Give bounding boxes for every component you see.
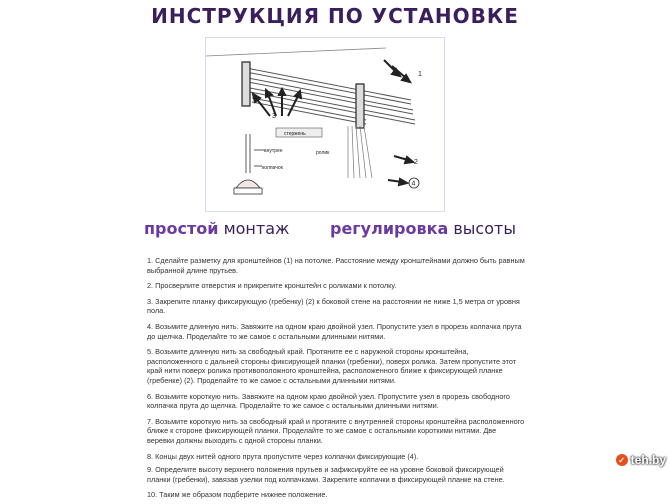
- step-1: 1. Сделайте разметку для кронштейнов (1) на потолке. Расстояние между кронштейнами должно быть равным выбранной длине прутьев.: [147, 256, 525, 275]
- watermark-logo-icon: ✓: [616, 454, 628, 466]
- label-4: 4: [411, 180, 416, 188]
- feature-simple-mount: [144, 219, 289, 238]
- feature-simple-reg: монтаж: [223, 219, 290, 238]
- step-2: 2. Просверлите отверстия и прикрепите кронштейн с роликами к потолку.: [147, 281, 397, 291]
- ropes: [348, 126, 372, 178]
- label-kolpachok: колпачок: [262, 165, 283, 171]
- label-1: 1: [418, 71, 422, 78]
- ceiling-line: [206, 48, 386, 56]
- cap-detail: [234, 134, 264, 194]
- label-sterzhen: стержень: [284, 131, 306, 137]
- step-8: 8. Концы двух нитей одного прута пропустите через колпачки фиксирующие (4).: [147, 451, 419, 461]
- watermark-text: teh.by: [630, 453, 666, 467]
- step-3: 3. Закрепите планку фиксирующую (гребенку) (2) к боковой стене на расстоянии не ниже 1,5 метра от уровня пола.: [147, 296, 520, 316]
- steps-list: [147, 256, 525, 504]
- step-7: 7. Возьмите короткую нить за свободный край и протяните с внутренней стороны кронштейна расположенного ближе к стороне фиксирующей планки. Проделайте то же самое с остальными короткими нитями. Две веревки должны выходить с одной стороны планки.: [147, 416, 525, 445]
- step-4: 4. Возьмите длинную нить. Завяжите на одном краю двойной узел. Пропустите узел в прорезь колпачка прута до щелчка. Проделайте то же самое с остальными длинными нитями.: [147, 321, 522, 341]
- diagram-drawing: [206, 38, 444, 211]
- page-title: ИНСТРУКЦИЯ ПО УСТАНОВКЕ: [151, 4, 519, 28]
- step-6: 6. Возьмите короткую нить. Завяжите на одном краю двойной узел. Пропустите узел в прорезь свободного колпачка прута до щелчка. Проделайте то же самое с остальными длинными нитями.: [147, 391, 510, 411]
- feature-height-reg: высоты: [453, 219, 516, 238]
- label-2: 2: [414, 159, 418, 166]
- feature-height-bold: регулировка: [330, 219, 449, 238]
- ceiling-brackets: [242, 62, 364, 128]
- label-3: 3: [272, 113, 276, 120]
- features-row: [0, 219, 670, 243]
- feature-simple-bold: простой: [144, 219, 219, 238]
- label-vnutren: внутрен: [264, 148, 283, 154]
- feature-height-adjust: [330, 219, 516, 238]
- label-rolik: ролик: [316, 150, 330, 156]
- installation-diagram: [205, 37, 445, 212]
- step-9: 9. Определите высоту верхнего положения прутьев и зафиксируйте ее на уровне боковой фиксирующей планки (гребенки), завязав узелки под колпачками. Закрепите колпачки в фиксирующей планке на стене.: [147, 465, 505, 484]
- step-10: 10. Таким же образом подберите нижнее положение.: [147, 490, 328, 500]
- watermark: [568, 452, 666, 468]
- step-5: 5. Возьмите длинную нить за свободный край. Протяните ее с наружной стороны кронштейна, расположенного с дальней стороны фиксирующей планки (гребенки), поверх ролика. Затем пропустите этот край нити поверх ролика противоположного кронштейна, расположенного ближе к фиксирующей планке (гребенке) (2). Проделайте то же самое с остальными длинными нитями.: [147, 347, 517, 385]
